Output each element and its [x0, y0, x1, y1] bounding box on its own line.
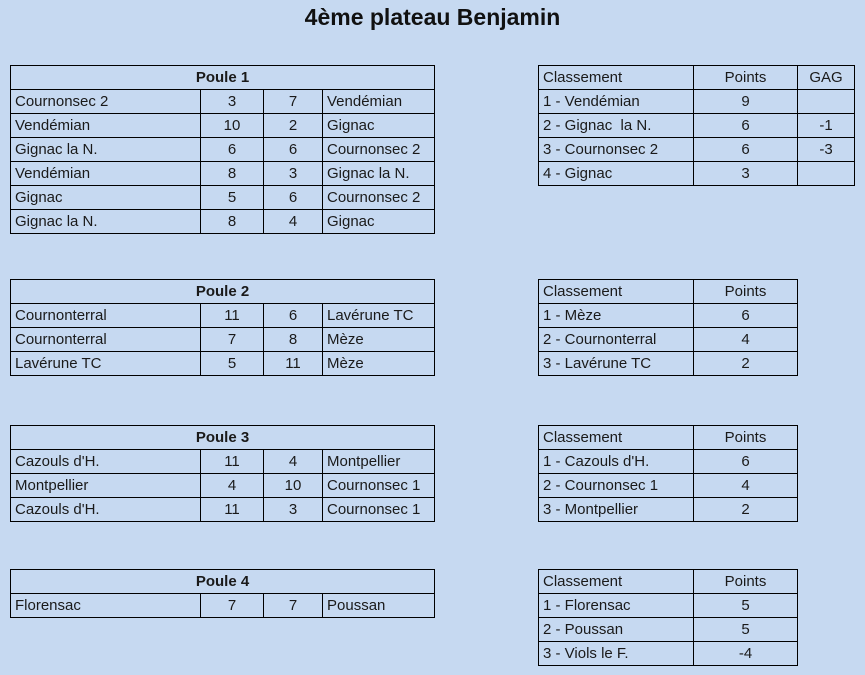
- team-left-cell: Gignac la N.: [11, 138, 201, 162]
- points-cell: 3: [694, 162, 798, 186]
- score-left-cell: 11: [201, 498, 264, 522]
- score-right-cell: 3: [264, 498, 323, 522]
- ranking-row: [539, 594, 798, 618]
- team-right-cell: Gignac: [323, 114, 435, 138]
- poule-1-table: [10, 65, 435, 234]
- points-cell: 6: [694, 114, 798, 138]
- match-row: [11, 162, 435, 186]
- rank-team-cell: 1 - Florensac: [539, 594, 694, 618]
- score-right-cell: 6: [264, 304, 323, 328]
- points-cell: 9: [694, 90, 798, 114]
- ranking-row: [539, 138, 855, 162]
- score-right-cell: 8: [264, 328, 323, 352]
- team-left-cell: Cournonterral: [11, 304, 201, 328]
- rank-team-cell: 1 - Cazouls d'H.: [539, 450, 694, 474]
- ranking-row: [539, 162, 855, 186]
- classement-header-row: [539, 66, 855, 90]
- team-right-cell: Cournonsec 1: [323, 474, 435, 498]
- classement-2-table: [538, 279, 798, 376]
- match-row: [11, 352, 435, 376]
- team-right-cell: Gignac: [323, 210, 435, 234]
- ranking-row: [539, 90, 855, 114]
- score-right-cell: 4: [264, 450, 323, 474]
- poule-header-row: [11, 66, 435, 90]
- points-cell: 2: [694, 352, 798, 376]
- team-right-cell: Poussan: [323, 594, 435, 618]
- ranking-row: [539, 642, 798, 666]
- match-row: [11, 210, 435, 234]
- gag-cell: -3: [798, 138, 855, 162]
- team-left-cell: Montpellier: [11, 474, 201, 498]
- team-left-cell: Cournonterral: [11, 328, 201, 352]
- points-header: Points: [694, 66, 798, 90]
- gag-cell: [798, 90, 855, 114]
- team-left-cell: Gignac la N.: [11, 210, 201, 234]
- ranking-row: [539, 498, 798, 522]
- ranking-row: [539, 450, 798, 474]
- points-header: Points: [694, 426, 798, 450]
- rank-team-cell: 2 - Poussan: [539, 618, 694, 642]
- rank-team-cell: 2 - Gignac la N.: [539, 114, 694, 138]
- score-left-cell: 8: [201, 210, 264, 234]
- match-row: [11, 594, 435, 618]
- rank-team-cell: 3 - Lavérune TC: [539, 352, 694, 376]
- classement-header-row: [539, 280, 798, 304]
- score-right-cell: 6: [264, 186, 323, 210]
- score-right-cell: 7: [264, 90, 323, 114]
- match-row: [11, 138, 435, 162]
- score-left-cell: 8: [201, 162, 264, 186]
- poule-header-row: [11, 280, 435, 304]
- gag-header: GAG: [798, 66, 855, 90]
- ranking-row: [539, 618, 798, 642]
- rank-team-cell: 3 - Montpellier: [539, 498, 694, 522]
- points-cell: 4: [694, 474, 798, 498]
- score-right-cell: 7: [264, 594, 323, 618]
- team-left-cell: Vendémian: [11, 162, 201, 186]
- page-title: 4ème plateau Benjamin: [304, 4, 561, 30]
- poule-1-title: Poule 1: [11, 66, 435, 90]
- poule-header-row: [11, 426, 435, 450]
- gag-cell: [798, 162, 855, 186]
- team-left-cell: Gignac: [11, 186, 201, 210]
- poule-3-table: [10, 425, 435, 522]
- team-right-cell: Cournonsec 2: [323, 186, 435, 210]
- classement-header: Classement: [539, 280, 694, 304]
- score-right-cell: 4: [264, 210, 323, 234]
- match-row: [11, 474, 435, 498]
- poule-3-title: Poule 3: [11, 426, 435, 450]
- team-right-cell: Gignac la N.: [323, 162, 435, 186]
- classement-header: Classement: [539, 66, 694, 90]
- team-right-cell: Vendémian: [323, 90, 435, 114]
- rank-team-cell: 2 - Cournonsec 1: [539, 474, 694, 498]
- score-left-cell: 6: [201, 138, 264, 162]
- rank-team-cell: 1 - Mèze: [539, 304, 694, 328]
- points-cell: 5: [694, 594, 798, 618]
- classement-1-table: [538, 65, 855, 186]
- rank-team-cell: 1 - Vendémian: [539, 90, 694, 114]
- points-header: Points: [694, 570, 798, 594]
- classement-header-row: [539, 570, 798, 594]
- team-right-cell: Mèze: [323, 352, 435, 376]
- poule-header-row: [11, 570, 435, 594]
- match-row: [11, 90, 435, 114]
- points-cell: -4: [694, 642, 798, 666]
- classement-header-row: [539, 426, 798, 450]
- classement-3-table: [538, 425, 798, 522]
- team-left-cell: Cazouls d'H.: [11, 498, 201, 522]
- team-right-cell: Lavérune TC: [323, 304, 435, 328]
- match-row: [11, 304, 435, 328]
- team-right-cell: Montpellier: [323, 450, 435, 474]
- poule-2-table: [10, 279, 435, 376]
- score-left-cell: 5: [201, 352, 264, 376]
- match-row: [11, 186, 435, 210]
- match-row: [11, 450, 435, 474]
- points-cell: 6: [694, 450, 798, 474]
- team-left-cell: Lavérune TC: [11, 352, 201, 376]
- score-left-cell: 10: [201, 114, 264, 138]
- score-right-cell: 6: [264, 138, 323, 162]
- poule-4-title: Poule 4: [11, 570, 435, 594]
- ranking-row: [539, 304, 798, 328]
- score-right-cell: 3: [264, 162, 323, 186]
- score-right-cell: 2: [264, 114, 323, 138]
- team-right-cell: Cournonsec 1: [323, 498, 435, 522]
- team-right-cell: Cournonsec 2: [323, 138, 435, 162]
- poule-2-title: Poule 2: [11, 280, 435, 304]
- team-left-cell: Cazouls d'H.: [11, 450, 201, 474]
- classement-header: Classement: [539, 570, 694, 594]
- score-left-cell: 4: [201, 474, 264, 498]
- classement-header: Classement: [539, 426, 694, 450]
- points-cell: 2: [694, 498, 798, 522]
- rank-team-cell: 4 - Gignac: [539, 162, 694, 186]
- classement-4-table: [538, 569, 798, 666]
- score-left-cell: 11: [201, 304, 264, 328]
- match-row: [11, 328, 435, 352]
- points-cell: 6: [694, 138, 798, 162]
- poule-4-table: [10, 569, 435, 618]
- gag-cell: -1: [798, 114, 855, 138]
- match-row: [11, 498, 435, 522]
- points-cell: 4: [694, 328, 798, 352]
- team-left-cell: Vendémian: [11, 114, 201, 138]
- team-left-cell: Cournonsec 2: [11, 90, 201, 114]
- score-left-cell: 7: [201, 328, 264, 352]
- points-cell: 6: [694, 304, 798, 328]
- score-left-cell: 11: [201, 450, 264, 474]
- ranking-row: [539, 474, 798, 498]
- score-left-cell: 7: [201, 594, 264, 618]
- rank-team-cell: 3 - Viols le F.: [539, 642, 694, 666]
- team-right-cell: Mèze: [323, 328, 435, 352]
- ranking-row: [539, 328, 798, 352]
- points-header: Points: [694, 280, 798, 304]
- score-left-cell: 5: [201, 186, 264, 210]
- ranking-row: [539, 352, 798, 376]
- match-row: [11, 114, 435, 138]
- score-right-cell: 10: [264, 474, 323, 498]
- rank-team-cell: 3 - Cournonsec 2: [539, 138, 694, 162]
- rank-team-cell: 2 - Cournonterral: [539, 328, 694, 352]
- team-left-cell: Florensac: [11, 594, 201, 618]
- points-cell: 5: [694, 618, 798, 642]
- ranking-row: [539, 114, 855, 138]
- score-right-cell: 11: [264, 352, 323, 376]
- score-left-cell: 3: [201, 90, 264, 114]
